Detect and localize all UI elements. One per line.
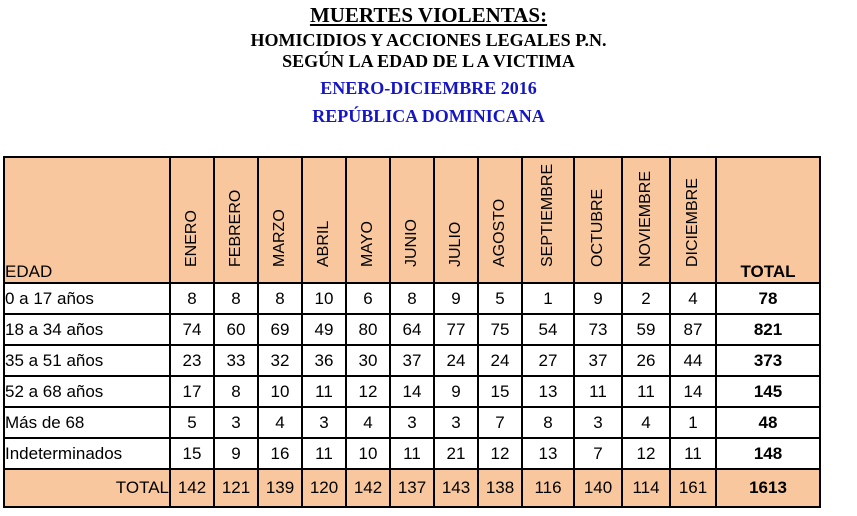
row-total: 373 — [716, 345, 820, 376]
header-edad: EDAD — [4, 157, 170, 283]
table-cell: 3 — [302, 407, 346, 438]
table-cell: 24 — [478, 345, 522, 376]
table-cell: 14 — [390, 376, 434, 407]
table-cell: 1 — [522, 283, 574, 314]
title-main: MUERTES VIOLENTAS: — [309, 3, 548, 27]
table-cell: 8 — [390, 283, 434, 314]
row-total: 78 — [716, 283, 820, 314]
total-cell: 138 — [478, 469, 522, 507]
table-cell: 37 — [574, 345, 622, 376]
header-month: ABRIL — [302, 157, 346, 283]
table-cell: 24 — [434, 345, 478, 376]
table-cell: 3 — [390, 407, 434, 438]
header-month: DICIEMBRE — [670, 157, 716, 283]
table-cell: 3 — [574, 407, 622, 438]
table-cell: 11 — [574, 376, 622, 407]
table-cell: 30 — [346, 345, 390, 376]
age-month-table — [3, 156, 821, 508]
table-cell: 11 — [390, 438, 434, 469]
total-cell: 142 — [346, 469, 390, 507]
table-cell: 12 — [622, 438, 670, 469]
table-cell: 74 — [170, 314, 214, 345]
table-cell: 9 — [434, 376, 478, 407]
header-month: NOVIEMBRE — [622, 157, 670, 283]
table-cell: 75 — [478, 314, 522, 345]
table-cell: 16 — [258, 438, 302, 469]
row-label: Indeterminados — [4, 438, 170, 469]
table-cell: 13 — [522, 376, 574, 407]
table-cell: 69 — [258, 314, 302, 345]
table-cell: 64 — [390, 314, 434, 345]
row-total: 145 — [716, 376, 820, 407]
total-cell: 140 — [574, 469, 622, 507]
table-body — [4, 283, 820, 507]
table-cell: 8 — [522, 407, 574, 438]
table-cell: 44 — [670, 345, 716, 376]
table-cell: 12 — [478, 438, 522, 469]
header-month: OCTUBRE — [574, 157, 622, 283]
table-cell: 12 — [346, 376, 390, 407]
table-cell: 37 — [390, 345, 434, 376]
table-cell: 5 — [170, 407, 214, 438]
table-cell: 4 — [346, 407, 390, 438]
total-cell: 143 — [434, 469, 478, 507]
table-cell: 87 — [670, 314, 716, 345]
table-cell: 11 — [302, 376, 346, 407]
table-cell: 9 — [214, 438, 258, 469]
table-cell: 10 — [258, 376, 302, 407]
table-row — [4, 438, 820, 469]
header-month: SEPTIEMBRE — [522, 157, 574, 283]
table-cell: 49 — [302, 314, 346, 345]
table-cell: 33 — [214, 345, 258, 376]
table-cell: 10 — [302, 283, 346, 314]
row-label: 52 a 68 años — [4, 376, 170, 407]
total-cell: 142 — [170, 469, 214, 507]
header-month: JUNIO — [390, 157, 434, 283]
total-cell: 139 — [258, 469, 302, 507]
table-cell: 2 — [622, 283, 670, 314]
table-cell: 23 — [170, 345, 214, 376]
table-cell: 5 — [478, 283, 522, 314]
table-cell: 15 — [170, 438, 214, 469]
table-cell: 4 — [622, 407, 670, 438]
table-cell: 3 — [214, 407, 258, 438]
header-month: ENERO — [170, 157, 214, 283]
table-cell: 6 — [346, 283, 390, 314]
table-cell: 14 — [670, 376, 716, 407]
table-cell: 77 — [434, 314, 478, 345]
title-period: ENERO-DICIEMBRE 2016 — [320, 78, 537, 98]
table-cell: 8 — [258, 283, 302, 314]
table-cell: 11 — [622, 376, 670, 407]
table-cell: 8 — [170, 283, 214, 314]
grand-total: 1613 — [716, 469, 820, 507]
table-cell: 10 — [346, 438, 390, 469]
table-cell: 7 — [478, 407, 522, 438]
table-cell: 3 — [434, 407, 478, 438]
title-subtitle-1: HOMICIDIOS Y ACCIONES LEGALES P.N. — [250, 30, 607, 50]
table-cell: 8 — [214, 376, 258, 407]
header-month: JULIO — [434, 157, 478, 283]
table-cell: 73 — [574, 314, 622, 345]
table-cell: 4 — [670, 283, 716, 314]
table-cell: 60 — [214, 314, 258, 345]
table-cell: 17 — [170, 376, 214, 407]
total-cell: 161 — [670, 469, 716, 507]
header-month: MAYO — [346, 157, 390, 283]
header-total: TOTAL — [716, 157, 820, 283]
table-cell: 11 — [670, 438, 716, 469]
row-total: 821 — [716, 314, 820, 345]
header-month: MARZO — [258, 157, 302, 283]
table-cell: 4 — [258, 407, 302, 438]
total-cell: 137 — [390, 469, 434, 507]
table-cell: 27 — [522, 345, 574, 376]
row-label: Más de 68 — [4, 407, 170, 438]
total-cell: 120 — [302, 469, 346, 507]
table-row — [4, 345, 820, 376]
row-total: 48 — [716, 407, 820, 438]
table-cell: 13 — [522, 438, 574, 469]
row-label: 0 a 17 años — [4, 283, 170, 314]
row-label: 18 a 34 años — [4, 314, 170, 345]
total-row — [4, 469, 820, 507]
table-cell: 80 — [346, 314, 390, 345]
header-row — [4, 157, 820, 283]
table-row — [4, 407, 820, 438]
table-cell: 9 — [574, 283, 622, 314]
title-country: REPÚBLICA DOMINICANA — [312, 106, 545, 126]
table-row — [4, 376, 820, 407]
title-subtitle-2: SEGÚN LA EDAD DE L A VICTIMA — [282, 51, 575, 71]
total-cell: 121 — [214, 469, 258, 507]
total-cell: 114 — [622, 469, 670, 507]
table-cell: 1 — [670, 407, 716, 438]
header-month: FEBRERO — [214, 157, 258, 283]
table-cell: 32 — [258, 345, 302, 376]
table-row — [4, 314, 820, 345]
table-cell: 8 — [214, 283, 258, 314]
table-cell: 11 — [302, 438, 346, 469]
table-cell: 9 — [434, 283, 478, 314]
total-label: TOTAL — [4, 469, 170, 507]
row-total: 148 — [716, 438, 820, 469]
row-label: 35 a 51 años — [4, 345, 170, 376]
table-cell: 36 — [302, 345, 346, 376]
table-cell: 54 — [522, 314, 574, 345]
table-row — [4, 283, 820, 314]
table-cell: 21 — [434, 438, 478, 469]
table-cell: 7 — [574, 438, 622, 469]
table-cell: 15 — [478, 376, 522, 407]
header-month: AGOSTO — [478, 157, 522, 283]
table-cell: 26 — [622, 345, 670, 376]
table-cell: 59 — [622, 314, 670, 345]
total-cell: 116 — [522, 469, 574, 507]
